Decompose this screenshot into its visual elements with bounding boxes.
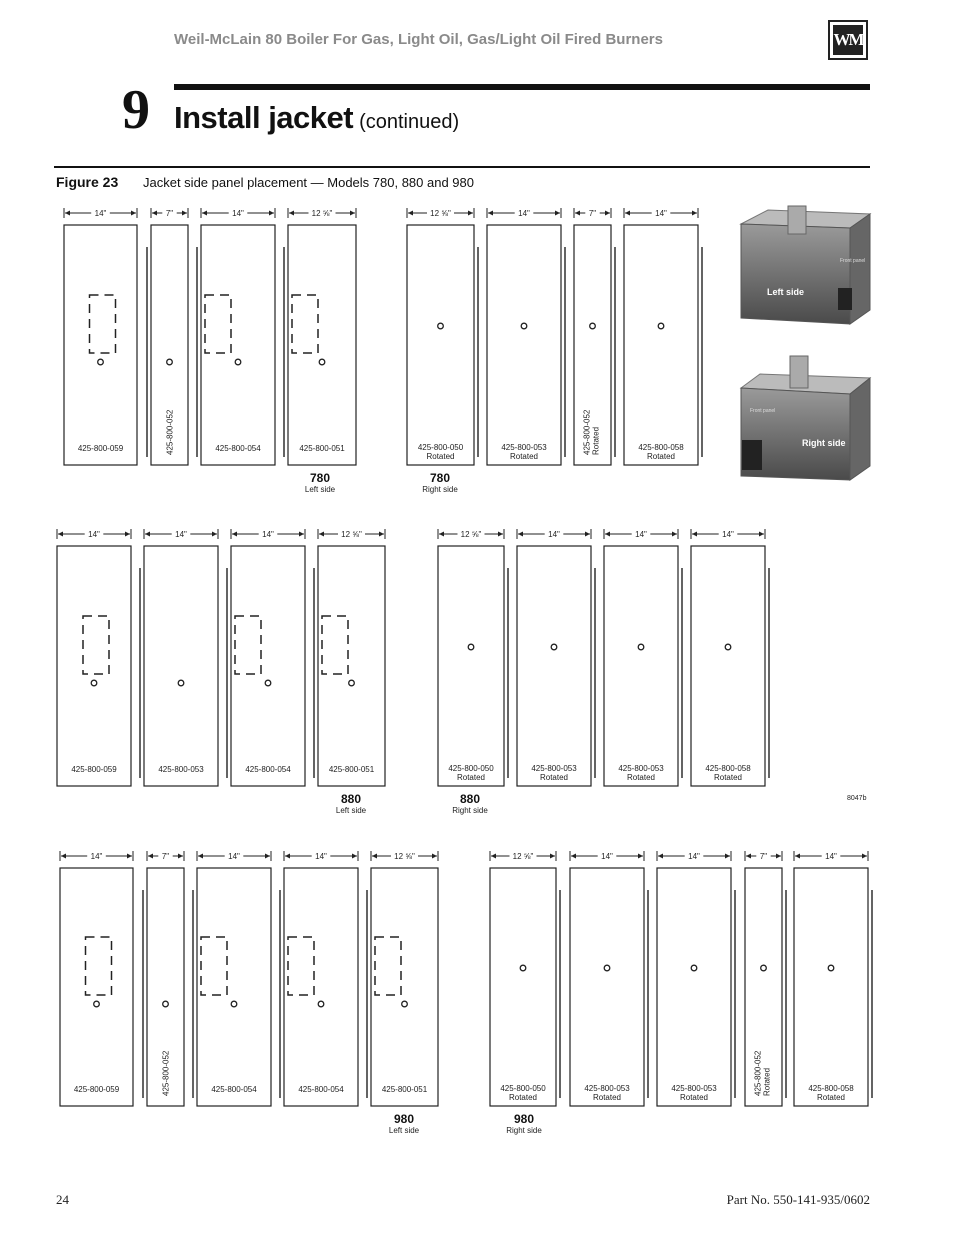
rotated-note: Rotated <box>591 426 601 455</box>
dimension-label: 7" <box>759 852 768 861</box>
dimension-label: 12 ⅝" <box>512 852 534 861</box>
mounting-hole <box>551 644 557 650</box>
dimension-arrow <box>571 854 576 859</box>
dimension-label: 14" <box>548 530 560 539</box>
panel-outline <box>517 546 591 786</box>
mounting-hole <box>590 323 596 329</box>
dimension-arrow <box>439 532 444 537</box>
panel-group-880-right-side <box>438 529 769 815</box>
dimension-arrow <box>152 211 157 216</box>
dimension-arrow <box>58 532 63 537</box>
mounting-hole <box>167 359 173 365</box>
side-label: Left side <box>388 1126 420 1135</box>
part-number-label: 425-800-059 <box>71 765 117 774</box>
jacket-panel <box>624 208 702 465</box>
dimension-arrow <box>498 532 503 537</box>
part-number-label: 425-800-054 <box>215 444 261 453</box>
model-number: 780 <box>309 471 331 485</box>
jacket-panel <box>64 208 137 465</box>
dimension-arrow <box>468 211 473 216</box>
panel-outline <box>438 546 504 786</box>
mounting-hole <box>349 680 355 686</box>
mounting-hole <box>604 965 610 971</box>
mounting-hole <box>638 644 644 650</box>
panel-outline <box>64 225 137 465</box>
jacket-panel <box>794 851 872 1106</box>
dimension-label: 14" <box>262 530 274 539</box>
model-number: 880 <box>459 792 481 806</box>
mounting-hole <box>319 359 325 365</box>
mounting-hole <box>91 680 97 686</box>
jacket-panel <box>143 851 184 1106</box>
dimension-arrow <box>432 854 437 859</box>
panel-outline <box>60 868 133 1106</box>
model-number: 880 <box>340 792 362 806</box>
jacket-panel <box>574 208 615 465</box>
dimension-arrow <box>488 211 493 216</box>
dimension-arrow <box>605 211 610 216</box>
dimension-label: 14" <box>228 852 240 861</box>
rotated-note: Rotated <box>426 452 455 461</box>
part-number-label: 425-800-058 <box>705 764 751 773</box>
page-number: 24 <box>56 1192 69 1207</box>
jacket-panel <box>284 208 356 465</box>
dimension-arrow <box>575 211 580 216</box>
jacket-panel <box>745 851 786 1106</box>
jacket-panel <box>487 208 565 465</box>
mounting-hole <box>163 1001 169 1007</box>
panel-outline <box>284 868 358 1106</box>
rotated-note: Rotated <box>679 1093 709 1102</box>
drawing-code: 8047b <box>847 795 867 802</box>
jacket-panel <box>490 851 560 1106</box>
side-label: Right side <box>452 806 488 815</box>
dimension-label: 14" <box>90 852 103 861</box>
jacket-panel <box>140 529 218 786</box>
side-label: Left side <box>335 806 367 815</box>
dimension-arrow <box>725 854 730 859</box>
jacket-panel <box>367 851 438 1106</box>
panel-group-780-left-side <box>64 208 356 494</box>
mounting-hole <box>658 323 664 329</box>
photo-label-front-panel-1: Front panel <box>840 258 866 264</box>
dimension-arrow <box>289 211 294 216</box>
mounting-hole <box>98 359 104 365</box>
dimension-arrow <box>212 532 217 537</box>
part-number-label: 425-800-052 <box>161 1050 171 1096</box>
part-number-label: 425-800-054 <box>211 1085 257 1094</box>
panel-outline <box>288 225 356 465</box>
jacket-panel <box>438 529 508 786</box>
part-number-label: 425-800-054 <box>298 1085 344 1094</box>
part-number-label: 425-800-053 <box>501 443 547 452</box>
dimension-arrow <box>127 854 132 859</box>
dimension-arrow <box>182 211 187 216</box>
panel-outline <box>201 225 275 465</box>
dimension-arrow <box>61 854 66 859</box>
part-number-label: 425-800-053 <box>531 764 577 773</box>
dimension-arrow <box>131 211 136 216</box>
dimension-arrow <box>550 854 555 859</box>
part-number-label: 425-800-054 <box>245 765 291 774</box>
dimension-arrow <box>692 211 697 216</box>
figure-caption: Jacket side panel placement — Models 780, 880 and 980 <box>143 175 474 190</box>
rotated-note: Rotated <box>816 1093 846 1102</box>
panel-outline <box>231 546 305 786</box>
dimension-arrow <box>299 532 304 537</box>
panel-outline <box>407 225 474 465</box>
dimension-arrow <box>518 532 523 537</box>
rotated-note: Rotated <box>539 773 569 782</box>
logo-mark: WM <box>833 25 863 55</box>
dimension-arrow <box>372 854 377 859</box>
dimension-arrow <box>65 211 70 216</box>
jacket-panel <box>57 529 131 786</box>
dimension-arrow <box>862 854 867 859</box>
rotated-note: Rotated <box>762 1067 772 1096</box>
part-number-label: 425-800-058 <box>808 1084 854 1093</box>
panel-outline <box>144 546 218 786</box>
dimension-arrow <box>232 532 237 537</box>
side-label: Left side <box>304 485 336 494</box>
mounting-hole <box>725 644 731 650</box>
dimension-label: 12 ⅝" <box>430 209 451 218</box>
panel-outline <box>318 546 385 786</box>
panel-group-980-left-side <box>60 851 438 1135</box>
mounting-hole <box>402 1001 408 1007</box>
figure-label: Figure 23 <box>56 174 119 190</box>
part-number: Part No. 550-141-935/0602 <box>726 1192 870 1207</box>
mounting-hole <box>438 323 444 329</box>
mounting-hole <box>468 644 474 650</box>
part-number-label: 425-800-052 <box>165 409 175 455</box>
jacket-panel <box>193 851 271 1106</box>
dimension-arrow <box>759 532 764 537</box>
panel-outline <box>794 868 868 1106</box>
dimension-arrow <box>202 211 207 216</box>
dimension-arrow <box>585 532 590 537</box>
header-title: Weil-McLain 80 Boiler For Gas, Light Oil, Gas/Light Oil Fired Burners <box>174 31 663 48</box>
jacket-panel <box>407 208 478 465</box>
side-label: Right side <box>506 1126 542 1135</box>
part-number-label: 425-800-053 <box>671 1084 717 1093</box>
panel-group-780-right-side <box>407 208 702 494</box>
boiler-photo-right-side <box>741 356 870 480</box>
part-number-label: 425-800-052 <box>582 409 592 455</box>
mounting-hole <box>265 680 271 686</box>
dimension-label: 14" <box>94 209 107 218</box>
jacket-panel <box>517 529 595 786</box>
dimension-label: 14" <box>825 852 837 861</box>
dimension-arrow <box>625 211 630 216</box>
photo-label-front-panel-2: Front panel <box>750 408 776 414</box>
mounting-hole <box>94 1001 100 1007</box>
dimension-arrow <box>555 211 560 216</box>
model-number: 780 <box>429 471 451 485</box>
dimension-arrow <box>125 532 130 537</box>
dimension-arrow <box>408 211 413 216</box>
dimension-label: 7" <box>588 209 597 218</box>
dimension-label: 14" <box>655 209 667 218</box>
dimension-label: 12 ⅝" <box>311 209 333 218</box>
dimension-arrow <box>319 532 324 537</box>
dimension-arrow <box>795 854 800 859</box>
section-title: Install jacket <box>174 100 354 135</box>
panel-outline <box>691 546 765 786</box>
part-number-label: 425-800-059 <box>73 1085 120 1094</box>
jacket-panel <box>280 851 358 1106</box>
dimension-arrow <box>145 532 150 537</box>
dimension-label: 12 ⅝" <box>460 530 482 539</box>
panel-group-980-right-side <box>490 851 872 1135</box>
dimension-label: 12 ⅝" <box>394 852 415 861</box>
section-number: 9 <box>122 79 150 141</box>
part-number-label: 425-800-053 <box>618 764 664 773</box>
part-number-label: 425-800-051 <box>328 765 375 774</box>
rotated-note: Rotated <box>508 1093 538 1102</box>
jacket-panel <box>227 529 305 786</box>
panel-outline <box>624 225 698 465</box>
dimension-arrow <box>198 854 203 859</box>
model-number: 980 <box>393 1112 415 1126</box>
dimension-arrow <box>605 532 610 537</box>
dimension-label: 7" <box>161 852 170 861</box>
jacket-panel <box>570 851 648 1106</box>
mounting-hole <box>691 965 697 971</box>
dimension-label: 14" <box>88 530 100 539</box>
dimension-label: 14" <box>722 530 734 539</box>
mounting-hole <box>231 1001 237 1007</box>
part-number-label: 425-800-053 <box>584 1084 630 1093</box>
dimension-label: 14" <box>175 530 187 539</box>
dimension-label: 14" <box>315 852 327 861</box>
dimension-arrow <box>746 854 751 859</box>
dimension-arrow <box>148 854 153 859</box>
part-number-label: 425-800-058 <box>638 443 684 452</box>
section-continued: (continued) <box>359 111 460 133</box>
part-number-label: 425-800-052 <box>753 1050 763 1096</box>
rotated-note: Rotated <box>509 452 539 461</box>
panel-outline <box>657 868 731 1106</box>
panel-group-880-left-side <box>57 529 385 815</box>
side-label: Right side <box>422 485 458 494</box>
model-number: 980 <box>513 1112 535 1126</box>
rotated-note: Rotated <box>456 773 486 782</box>
jacket-panel <box>147 208 188 465</box>
part-number-label: 425-800-051 <box>381 1085 428 1094</box>
part-number-label: 425-800-050 <box>500 1084 546 1093</box>
panel-outline <box>604 546 678 786</box>
part-number-label: 425-800-050 <box>417 443 464 452</box>
dimension-arrow <box>285 854 290 859</box>
panel-outline <box>490 868 556 1106</box>
dimension-arrow <box>350 211 355 216</box>
mounting-hole <box>761 965 767 971</box>
photo-label-left-side: Left side <box>767 287 805 297</box>
dimension-label: 7" <box>165 209 174 218</box>
jacket-panel <box>691 529 769 786</box>
dimension-arrow <box>491 854 496 859</box>
mounting-hole <box>521 323 527 329</box>
rotated-note: Rotated <box>713 773 743 782</box>
dimension-arrow <box>269 211 274 216</box>
photo-label-right-side: Right side <box>802 438 846 448</box>
jacket-panel <box>60 851 133 1106</box>
dimension-label: 14" <box>601 852 613 861</box>
jacket-panel <box>604 529 682 786</box>
dimension-arrow <box>776 854 781 859</box>
mounting-hole <box>828 965 834 971</box>
panel-outline <box>371 868 438 1106</box>
boiler-photo-left-side <box>741 206 870 324</box>
part-number-label: 425-800-051 <box>299 444 345 453</box>
dimension-label: 14" <box>232 209 244 218</box>
dimension-arrow <box>379 532 384 537</box>
dimension-arrow <box>265 854 270 859</box>
jacket-panel <box>197 208 275 465</box>
dimension-arrow <box>352 854 357 859</box>
dimension-label: 14" <box>518 209 530 218</box>
part-number-label: 425-800-059 <box>77 444 124 453</box>
part-number-label: 425-800-050 <box>448 764 494 773</box>
panel-outline <box>570 868 644 1106</box>
mounting-hole <box>520 965 526 971</box>
dimension-arrow <box>658 854 663 859</box>
panel-outline <box>487 225 561 465</box>
panel-outline <box>197 868 271 1106</box>
jacket-panel <box>657 851 735 1106</box>
dimension-arrow <box>178 854 183 859</box>
dimension-label: 12 ⅝" <box>341 530 362 539</box>
rotated-note: Rotated <box>626 773 656 782</box>
mounting-hole <box>235 359 241 365</box>
panel-outline <box>57 546 131 786</box>
dimension-arrow <box>692 532 697 537</box>
part-number-label: 425-800-053 <box>158 765 204 774</box>
rotated-note: Rotated <box>646 452 676 461</box>
dimension-arrow <box>638 854 643 859</box>
dimension-label: 14" <box>688 852 700 861</box>
mounting-hole <box>178 680 184 686</box>
mounting-hole <box>318 1001 324 1007</box>
jacket-panel <box>314 529 385 786</box>
dimension-arrow <box>672 532 677 537</box>
dimension-label: 14" <box>635 530 647 539</box>
rotated-note: Rotated <box>592 1093 622 1102</box>
